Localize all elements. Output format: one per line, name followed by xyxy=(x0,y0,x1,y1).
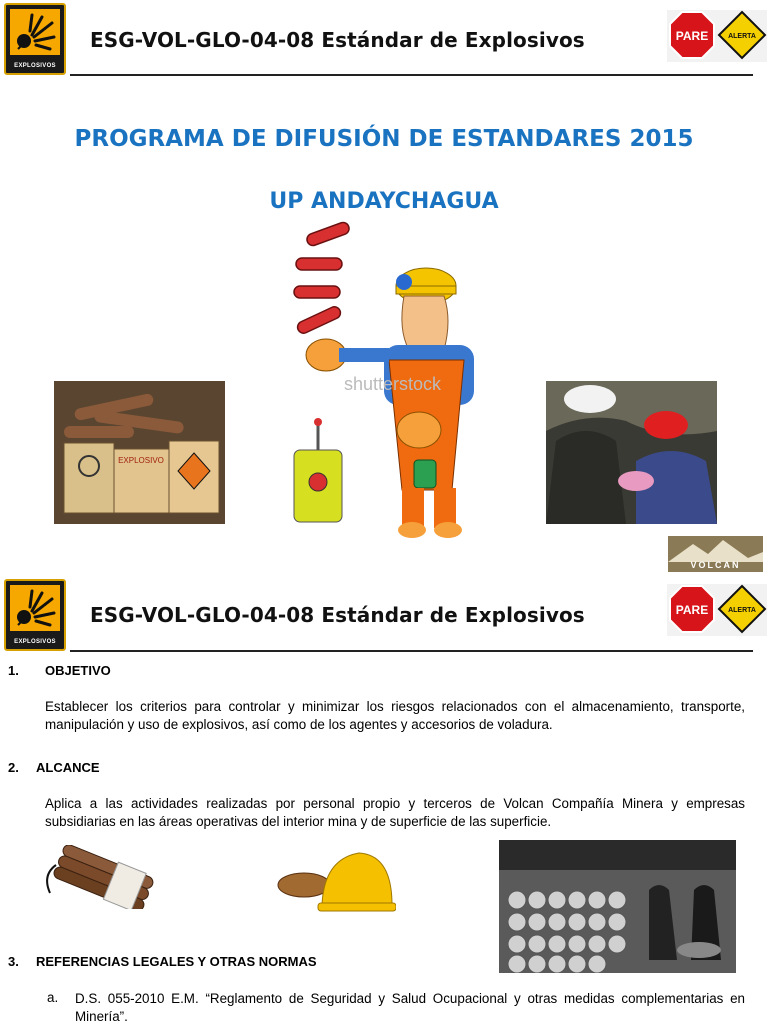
volcan-logo-text: VOLCAN xyxy=(690,560,741,570)
explosion-icon xyxy=(10,585,60,631)
header-divider xyxy=(70,650,753,652)
stop-sign-icon xyxy=(670,586,714,632)
unit-title: UP ANDAYCHAGUA xyxy=(269,189,499,214)
logo-caption: EXPLOSIVOS xyxy=(14,639,56,645)
document-header-title: ESG-VOL-GLO-04-08 Estándar de Explosivos xyxy=(90,28,585,52)
explosives-hazard-logo xyxy=(4,579,66,651)
section-title-referencias: REFERENCIAS LEGALES Y OTRAS NORMAS xyxy=(36,954,317,969)
safety-signs xyxy=(667,10,767,62)
reference-letter: a. xyxy=(47,990,59,1005)
slide-2 xyxy=(0,573,768,1024)
miner-cartoon-illustration xyxy=(284,220,494,540)
stop-sign-icon xyxy=(670,12,714,58)
volcan-logo xyxy=(668,536,763,572)
explosion-icon xyxy=(10,9,60,55)
mountain-icon xyxy=(668,538,763,562)
section-number: 3. xyxy=(8,954,19,969)
svg-text:PARE: PARE xyxy=(675,603,709,617)
program-title: PROGRAMA DE DIFUSIÓN DE ESTANDARES 2015 xyxy=(74,126,694,152)
ppe-helmet-gloves-image xyxy=(274,845,396,919)
section-body-objetivo: Establecer los criterios para controlar y minimizar los riesgos relacionados con el almacenamiento, transporte, manipulación y uso de explosivos, así como de los agentes y accesorios de voladura. xyxy=(45,699,745,732)
svg-text:ALERTA: ALERTA xyxy=(728,33,756,40)
logo-caption: EXPLOSIVOS xyxy=(14,63,56,69)
explosive-boxes-photo xyxy=(54,381,225,524)
miners-at-work-photo xyxy=(546,381,717,524)
section-title-objetivo: OBJETIVO xyxy=(45,663,111,678)
section-body-alcance: Aplica a las actividades realizadas por personal propio y terceros de Volcan Compañía Minera y empresas subsidiarias en las áreas operativas del interior mina y de superficie de las superficie. xyxy=(45,796,745,829)
reference-item: D.S. 055-2010 E.M. “Reglamento de Seguridad y Salud Ocupacional y otras medidas complementarias en Minería”. xyxy=(75,991,745,1024)
explosives-hazard-logo xyxy=(4,3,66,75)
safety-signs xyxy=(667,584,767,636)
svg-text:PARE: PARE xyxy=(675,29,709,43)
explosives-storage-photo xyxy=(499,840,736,973)
header-divider xyxy=(70,74,753,76)
document-header-title: ESG-VOL-GLO-04-08 Estándar de Explosivos xyxy=(90,603,585,627)
svg-text:EXPLOSIVO: EXPLOSIVO xyxy=(118,456,164,465)
section-number: 1. xyxy=(8,663,19,678)
dynamite-sticks-image xyxy=(42,845,172,909)
svg-text:shutterstock: shutterstock xyxy=(344,374,442,394)
section-title-alcance: ALCANCE xyxy=(36,760,100,775)
svg-text:ALERTA: ALERTA xyxy=(728,607,756,614)
section-number: 2. xyxy=(8,760,19,775)
